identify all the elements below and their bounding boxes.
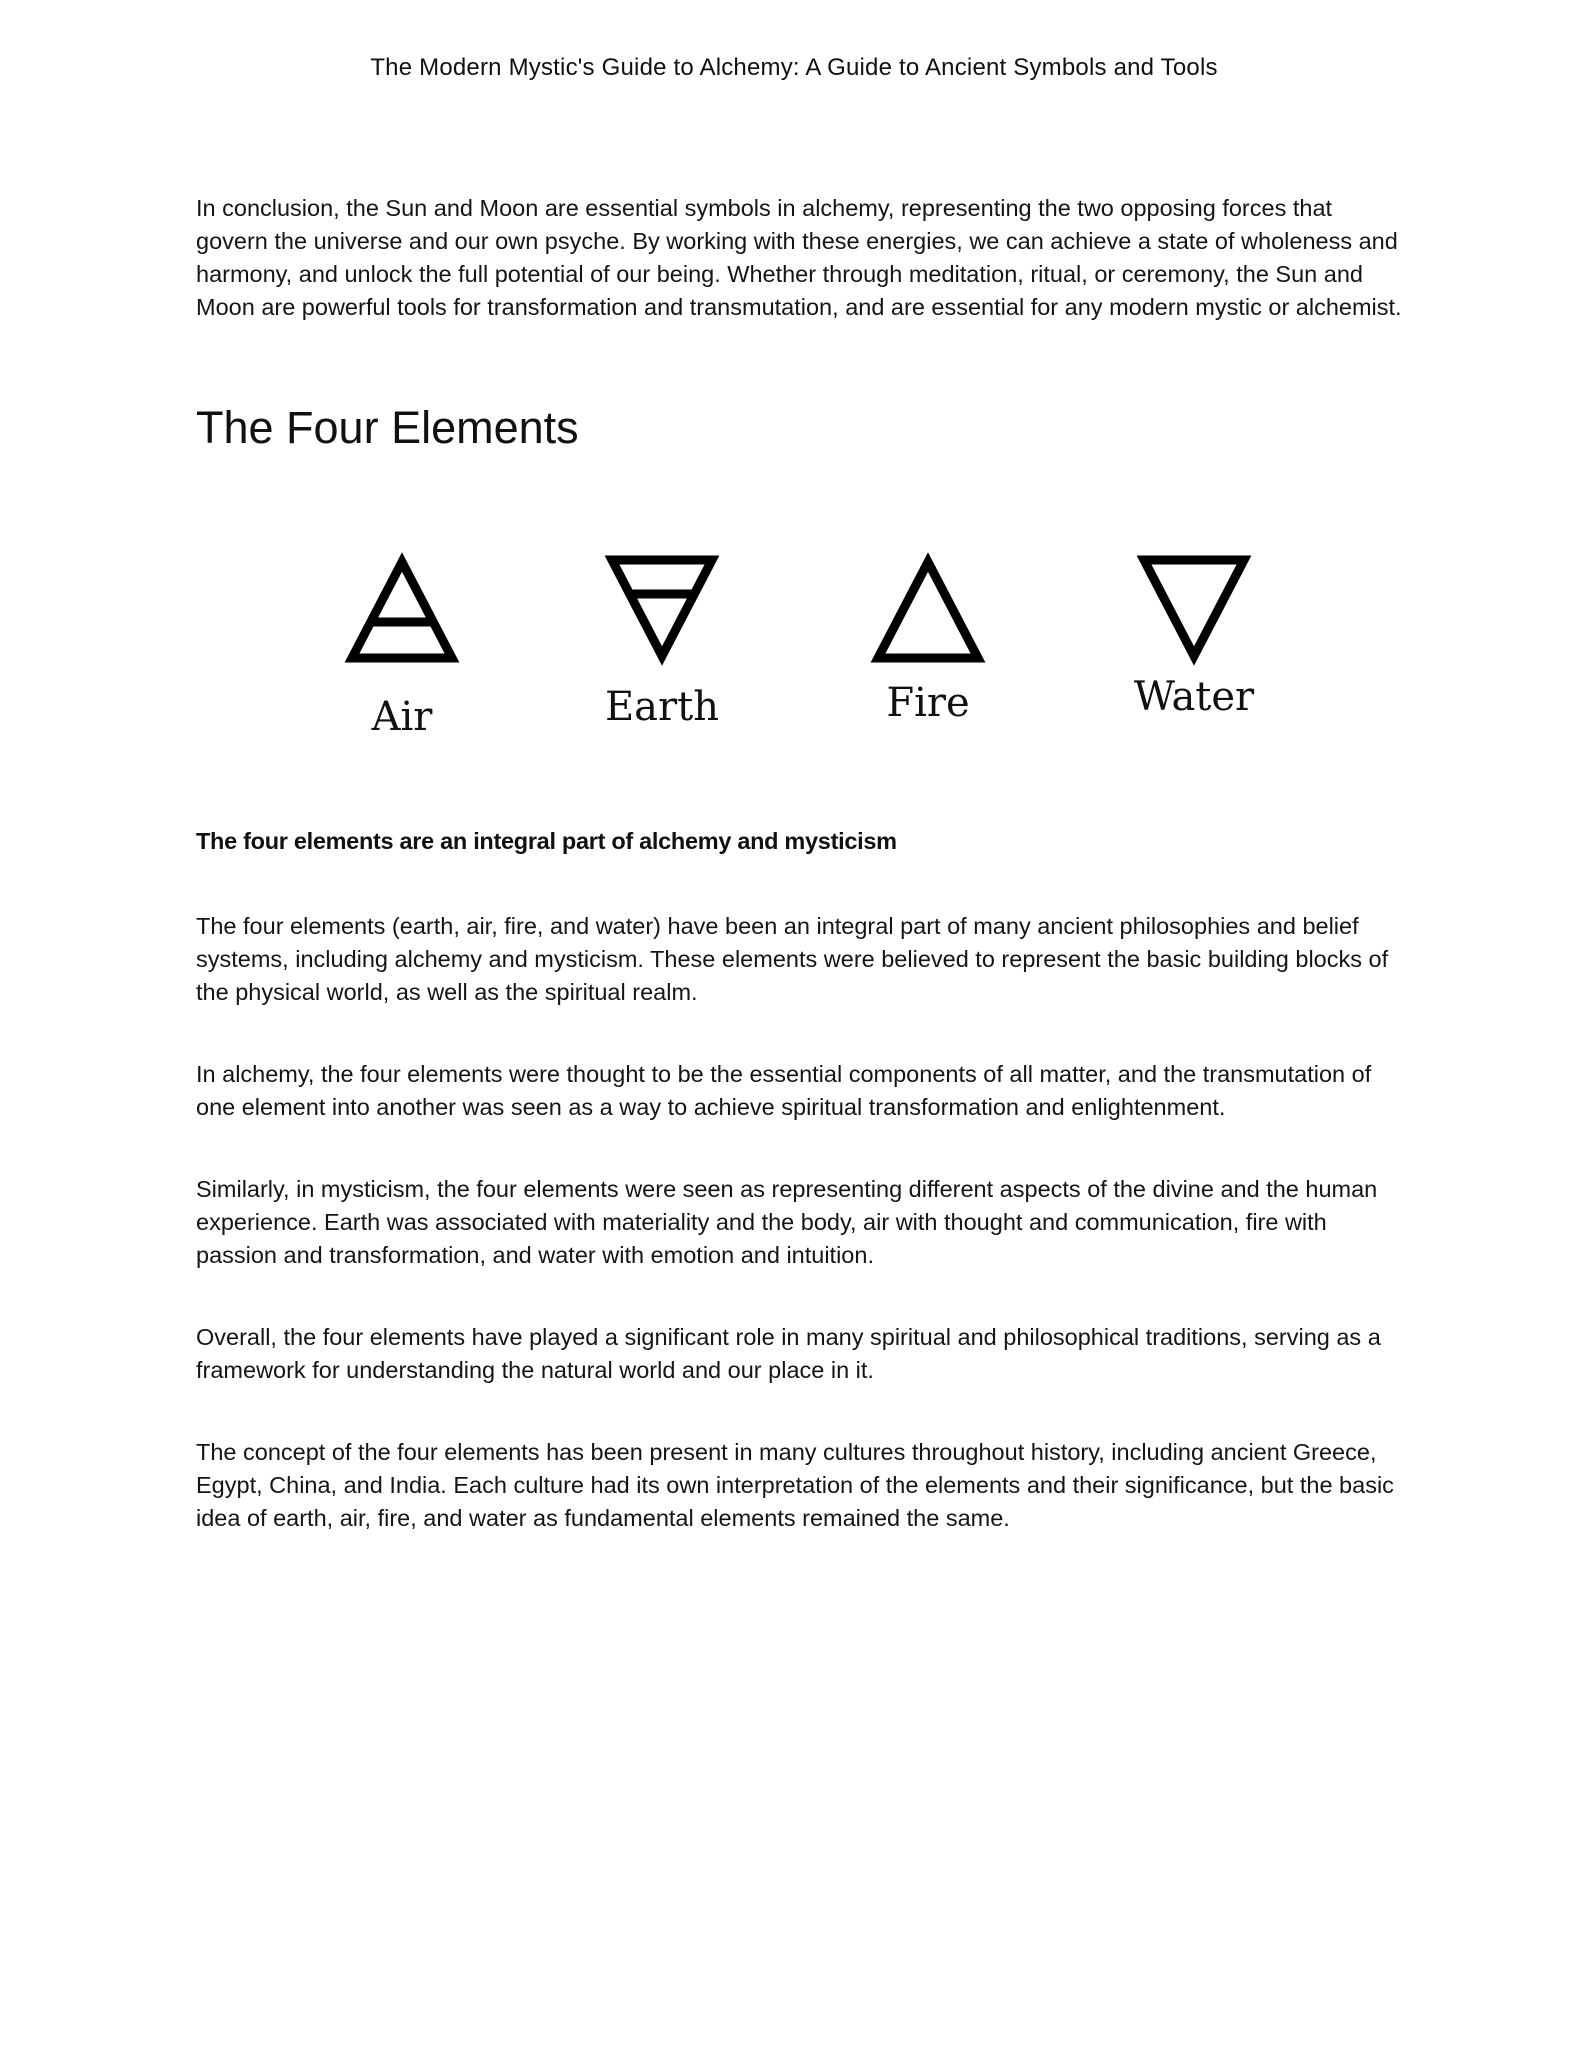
conclusion-paragraph: In conclusion, the Sun and Moon are essential symbols in alchemy, representing the two opposing forces that govern the universe and our own psyche. By working with these energies, we can achieve a state of wholeness and harmony, and unlock the full potential of our being. Whether through meditation, ritual, or ceremony, the Sun and Moon are powerful tools for transformation and transmutation, and are essential for any modern mystic or alchemist. (196, 195, 1402, 320)
element-air (332, 548, 472, 748)
element-label-water: Water (1133, 674, 1255, 720)
element-label-earth: Earth (604, 684, 719, 730)
section-subheading: The four elements are an integral part of alchemy and mysticism (196, 828, 897, 854)
element-label-air: Air (371, 694, 433, 740)
element-fire (858, 548, 998, 748)
body-text (196, 910, 1411, 1535)
element-earth (592, 548, 732, 748)
water-triangle-icon (1134, 548, 1254, 668)
section-heading: The Four Elements (196, 402, 579, 453)
element-water (1124, 548, 1264, 748)
fire-triangle-icon (868, 548, 988, 668)
paragraph: The four elements (earth, air, fire, and water) have been an integral part of many ancient philosophies and belief systems, including alchemy and mysticism. These elements were believed to represent the basic building blocks of the physical world, as well as the spiritual realm. (196, 913, 1389, 1005)
paragraph: Overall, the four elements have played a significant role in many spiritual and philosophical traditions, serving as a framework for understanding the natural world and our place in it. (196, 1324, 1381, 1383)
intro-section (196, 192, 1406, 324)
air-triangle-icon (342, 548, 462, 668)
page-header: The Modern Mystic's Guide to Alchemy: A Guide to Ancient Symbols and Tools (370, 54, 1218, 81)
paragraph: Similarly, in mysticism, the four elements were seen as representing different aspects of the divine and the human experience. Earth was associated with materiality and the body, air with thought and communication, fire with passion and transformation, and water with emotion and intuition. (196, 1176, 1378, 1268)
four-elements-figure (320, 548, 1300, 758)
earth-triangle-icon (602, 548, 722, 668)
element-label-fire: Fire (886, 680, 970, 726)
paragraph: The concept of the four elements has been present in many cultures throughout history, including ancient Greece, Egypt, China, and India. Each culture had its own interpretation of the elements and their significance, but the basic idea of earth, air, fire, and water as fundamental elements remained the same. (196, 1439, 1394, 1531)
paragraph: In alchemy, the four elements were thought to be the essential components of all matter, and the transmutation of one element into another was seen as a way to achieve spiritual transformation and enlightenment. (196, 1061, 1372, 1120)
